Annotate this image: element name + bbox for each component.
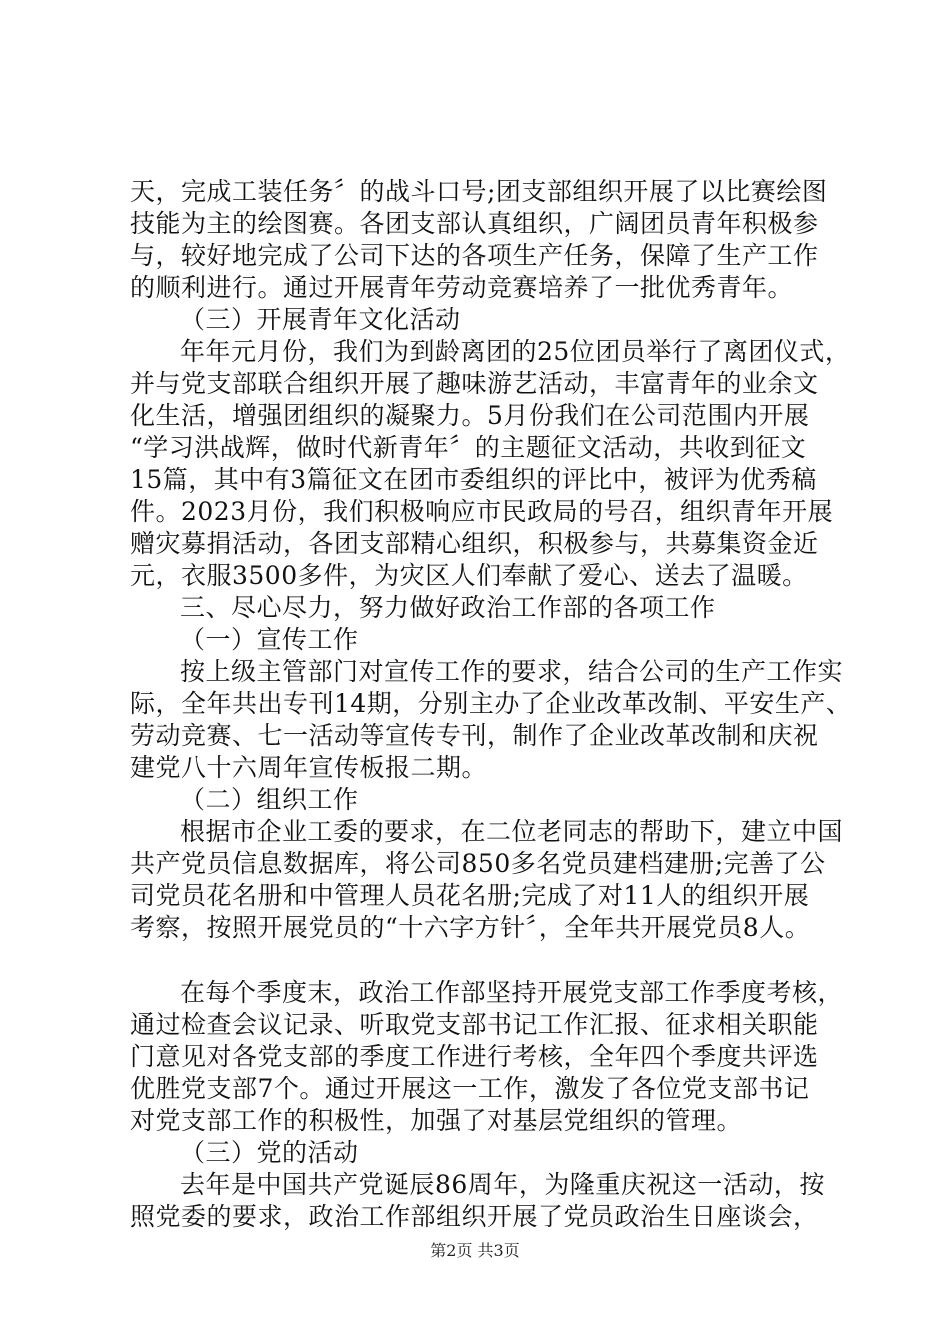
text-line: 在每个季度末，政治工作部坚持开展党支部工作季度考核， [180,978,844,1007]
section-heading: （三）开展青年文化活动 [180,305,461,334]
text-line: 门意见对各党支部的季度工作进行考核，全年四个季度共评选 [130,1042,819,1071]
text-line: 通过检查会议记录、听取党支部书记工作汇报、征求相关职能 [130,1010,819,1039]
section-heading: （一）宣传工作 [180,625,359,654]
text-line: 劳动竞赛、七一活动等宣传专刊，制作了企业改革改制和庆祝 [130,721,819,750]
section-heading: （二）组织工作 [180,785,359,814]
page-number-footer: 第2页 共3页 [430,1241,520,1260]
text-line: 并与党支部联合组织开展了趣味游艺活动，丰富青年的业余文 [130,369,819,398]
section-heading: 三、尽心尽力，努力做好政治工作部的各项工作 [180,593,716,622]
text-line: 的顺利进行。通过开展青年劳动竞赛培养了一批优秀青年。 [130,273,794,302]
text-line: 考察，按照开展党员的“十六字方针〞，全年共开展党员8人。 [130,913,811,942]
text-line: 技能为主的绘图赛。各团支部认真组织，广阔团员青年积极参 [130,209,819,238]
text-line: 年年元月份，我们为到龄离团的25位团员举行了离团仪式， [180,337,851,366]
text-line: 化生活，增强团组织的凝聚力。5月份我们在公司范围内开展 [130,401,810,430]
text-line: 优胜党支部7个。通过开展这一工作，激发了各位党支部书记 [130,1074,810,1103]
text-line: 对党支部工作的积极性，加强了对基层党组织的管理。 [130,1106,743,1135]
text-line: “学习洪战辉，做时代新青年〞的主题征文活动，共收到征文 [130,433,807,462]
text-line: 际，全年共出专刊14期，分别主办了企业改革改制、平安生产、 [130,689,852,718]
text-line: 赠灾募捐活动，各团支部精心组织，积极参与，共募集资金近 [130,529,819,558]
text-line: 15篇，其中有3篇征文在团市委组织的评比中，被评为优秀稿 [130,465,817,494]
text-line: 按上级主管部门对宣传工作的要求，结合公司的生产工作实 [180,657,844,686]
text-line: 照党委的要求，政治工作部组织开展了党员政治生日座谈会， [130,1202,819,1231]
text-line: 件。2023月份，我们积极响应市民政局的号召，组织青年开展 [130,497,834,526]
text-line: 共产党员信息数据库，将公司850多名党员建档建册;完善了公 [130,849,826,878]
text-line: 元，衣服3500多件，为灾区人们奉献了爱心、送去了温暖。 [130,561,808,590]
section-heading: （三）党的活动 [180,1138,359,1167]
text-line: 天，完成工装任务〞的战斗口号;团支部组织开展了以比赛绘图 [130,177,828,206]
text-line: 根据市企业工委的要求，在二位老同志的帮助下，建立中国 [180,817,844,846]
text-line: 司党员花名册和中管理人员花名册;完成了对11人的组织开展 [130,881,810,910]
text-line: 去年是中国共产党诞辰86周年，为隆重庆祝这一活动，按 [180,1170,825,1199]
text-line: 建党八十六周年宣传板报二期。 [130,753,488,782]
text-line: 与，较好地完成了公司下达的各项生产任务，保障了生产工作 [130,241,819,270]
